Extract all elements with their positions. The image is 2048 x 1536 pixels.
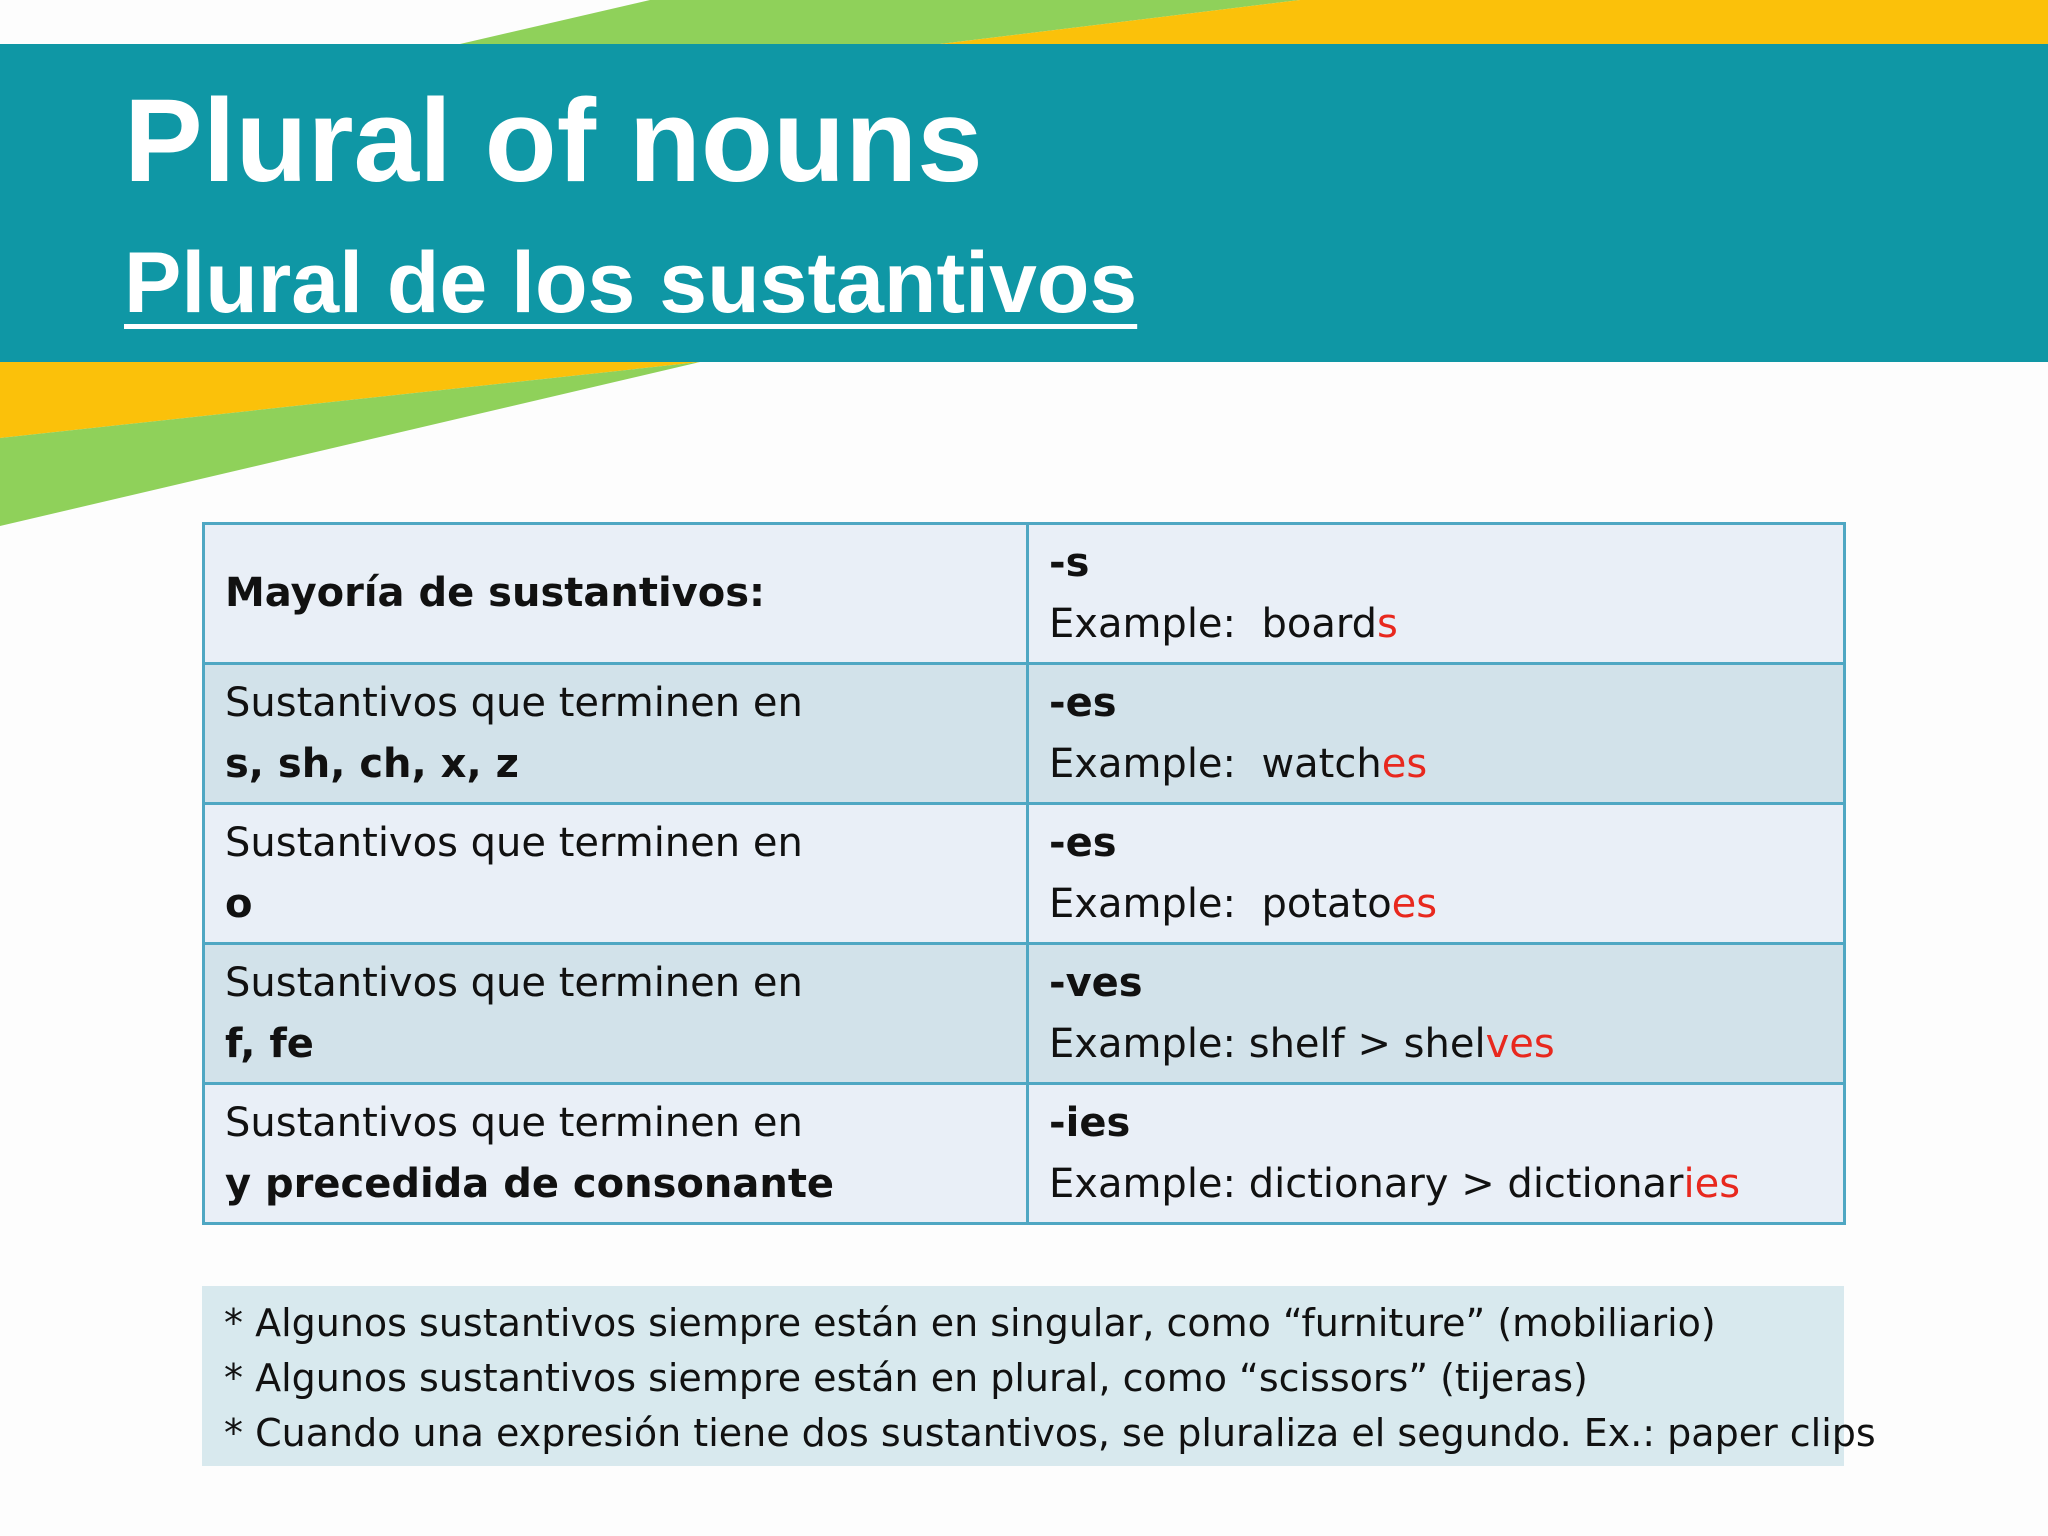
- plural-rules-table: [202, 522, 1846, 1225]
- example-line: [1049, 594, 1823, 655]
- example-word: dictionary > dictionar: [1248, 1160, 1684, 1207]
- suffix: -ves: [1049, 959, 1143, 1006]
- suffix: -s: [1049, 539, 1090, 586]
- rule-cell: [204, 1084, 1028, 1224]
- table-row: [204, 804, 1845, 944]
- rule-endings: f, fe: [225, 1020, 314, 1067]
- example-word: shelf > shel: [1248, 1020, 1486, 1067]
- rule-endings: y precedida de consonante: [225, 1160, 835, 1207]
- suffix: -es: [1049, 679, 1117, 726]
- note-line: * Algunos sustantivos siempre están en plural, como “scissors” (tijeras): [224, 1356, 1588, 1400]
- rule-text: Sustantivos que terminen en: [225, 819, 803, 866]
- example-ending: es: [1391, 880, 1438, 927]
- suffix: -ies: [1049, 1099, 1131, 1146]
- example-cell: [1028, 804, 1845, 944]
- note-line: * Algunos sustantivos siempre están en singular, como “furniture” (mobiliario): [224, 1301, 1716, 1345]
- rule-endings: o: [225, 880, 253, 927]
- table-row: [204, 1084, 1845, 1224]
- notes-box: [202, 1286, 1876, 1466]
- example-prefix: Example:: [1049, 740, 1262, 787]
- rule-text: Sustantivos que terminen en: [225, 679, 803, 726]
- example-line: [1049, 1154, 1823, 1215]
- example-ending: ves: [1485, 1020, 1555, 1067]
- rule-cell: [204, 524, 1028, 664]
- example-cell: [1028, 944, 1845, 1084]
- table-row: [204, 664, 1845, 804]
- note-line: * Cuando una expresión tiene dos sustantivos, se pluraliza el segundo. Ex.: paper clips: [224, 1411, 1876, 1455]
- example-prefix: Example:: [1049, 600, 1262, 647]
- example-ending: ies: [1683, 1160, 1741, 1207]
- example-prefix: Example:: [1049, 880, 1262, 927]
- rule-bold-text: Mayoría de sustantivos:: [225, 570, 766, 616]
- page-subtitle: Plural de los sustantivos: [124, 235, 1138, 331]
- table-row: [204, 524, 1845, 664]
- rule-text: Sustantivos que terminen en: [225, 959, 803, 1006]
- example-line: [1049, 734, 1823, 795]
- example-cell: [1028, 1084, 1845, 1224]
- example-cell: [1028, 524, 1845, 664]
- rule-cell: [204, 804, 1028, 944]
- example-word: watch: [1261, 740, 1382, 787]
- example-ending: s: [1376, 600, 1398, 647]
- rule-text: Sustantivos que terminen en: [225, 1099, 803, 1146]
- example-word: potato: [1261, 880, 1392, 927]
- example-prefix: Example:: [1049, 1020, 1249, 1067]
- table-row: [204, 944, 1845, 1084]
- example-ending: es: [1381, 740, 1428, 787]
- rule-cell: [204, 944, 1028, 1084]
- page-title: Plural of nouns: [124, 75, 983, 207]
- example-cell: [1028, 664, 1845, 804]
- suffix: -es: [1049, 819, 1117, 866]
- example-word: board: [1261, 600, 1377, 647]
- example-line: [1049, 1014, 1823, 1075]
- example-prefix: Example:: [1049, 1160, 1249, 1207]
- rule-endings: s, sh, ch, x, z: [225, 740, 519, 787]
- rule-cell: [204, 664, 1028, 804]
- example-line: [1049, 874, 1823, 935]
